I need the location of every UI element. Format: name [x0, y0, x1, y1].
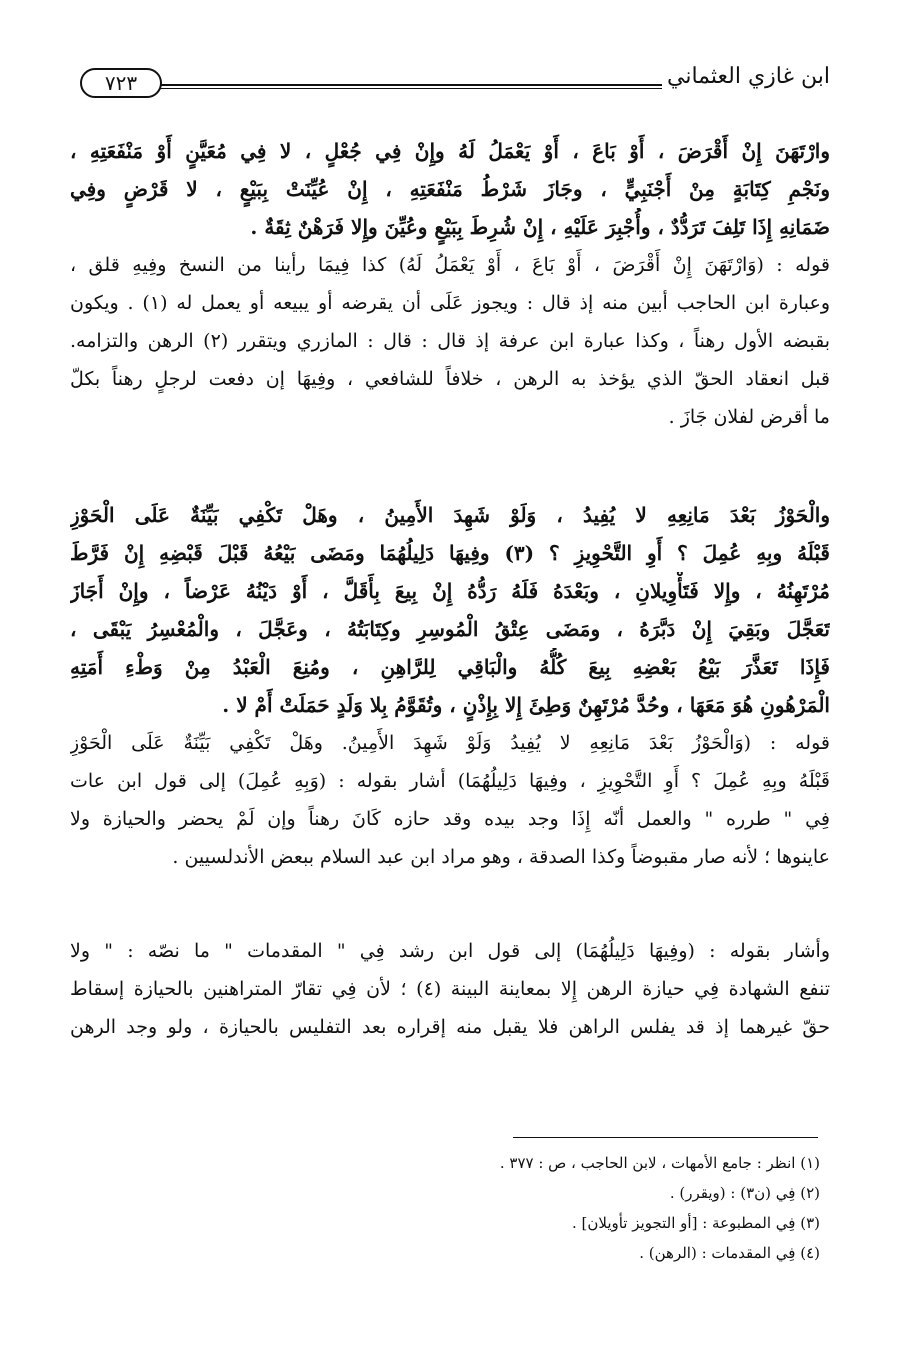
section-1: [70, 132, 830, 436]
page-number: ٧٢٣: [80, 68, 162, 98]
page-header: [70, 62, 830, 106]
footnote: (٣) فِي المطبوعة : [أو التجويز تأويلان] .: [571, 1214, 820, 1232]
commentary-line: ما أقرض لفلان جَازَ .: [668, 406, 830, 428]
footnote-divider: [513, 1137, 818, 1138]
matn-line: وارْتَهَنَ إِنْ أَقْرَضَ ، أَوْ بَاعَ ، أَوْ يَعْمَلُ لَهُ وإِنْ فِي جُعْلٍ ، لا فِي مُعَيَّنٍ أَوْ مَنْفَعَتِهِ ،: [70, 139, 830, 163]
commentary-line: وأشار بقوله : (وفِيهَا دَلِيلُهُمَا) إلى قول ابن رشد فِي " المقدمات " ما نصّه : " ولا: [70, 940, 830, 962]
section-3: [70, 932, 830, 1046]
matn-line: ونَجْمِ كِتَابَةٍ مِنْ أَجْنَبِيٍّ ، وجَازَ شَرْطُ مَنْفَعَتِهِ ، إِنْ عُيِّنَتْ بِبَيْعٍ ، لا قَرْضٍ وفِي: [70, 177, 830, 201]
footnote: (٢) فِي (ن٣) : (ويقرر) .: [669, 1184, 820, 1202]
commentary-line: قوله : (وَارْتَهَنَ إِنْ أَقْرَضَ ، أَوْ بَاعَ ، أَوْ يَعْمَلُ لَهُ) كذا فِيمَا رأينا من النسخ وفِيهِ قلق ،: [70, 254, 830, 276]
header-rule-thin: [122, 88, 662, 89]
commentary-line: بقبضه الأول رهناً ، وكذا عبارة ابن عرفة إذ قال : قال : المازري ويتقرر (٢) الرهن والتزامه.: [70, 330, 830, 352]
matn-line: مُرْتَهِنُهُ ، وإِلا فَتَأْوِيلانِ ، وبَعْدَهُ فَلَهُ رَدُّهُ إِنْ بِيعَ بِأَقَلَّ ، أَوْ دَيْنُهُ عَرْضاً ، وإِنْ أَجَازَ: [70, 579, 830, 603]
commentary-line: تنفع الشهادة فِي حيازة الرهن إِلا بمعاينة البينة (٤) ؛ لأن فِي تقارّ المتراهنين بالحيازة إسقاط: [70, 978, 830, 1000]
running-title: ابن غازي العثماني: [667, 64, 830, 89]
commentary-line: قبل انعقاد الحقّ الذي يؤخذ به الرهن ، خلافاً للشافعي ، وفِيهَا إن دفعت لرجلٍ رهناً بكلّ: [70, 368, 830, 390]
commentary-line: قوله : (وَالْحَوْزُ بَعْدَ مَانِعِهِ لا يُفِيدُ وَلَوْ شَهِدَ الأَمِينُ. وهَلْ تَكْفِي بَيِّنَةٌ عَلَى الْحَوْزِ: [70, 732, 830, 754]
commentary-line: عاينوها ؛ لأنه صار مقبوضاً وكذا الصدقة ، وهو مراد ابن عبد السلام ببعض الأندلسيين .: [172, 846, 830, 868]
footnote: (٤) فِي المقدمات : (الرهن) .: [639, 1244, 820, 1262]
commentary-line: فِي " طرره " والعمل أنّه إِذَا وجد بيده وقد حازه كَانَ رهناً وإن لَمْ يحضر والحيازة ولا: [70, 808, 830, 830]
matn-line: قَبْلَهُ وبِهِ عُمِلَ ؟ أَوِ التَّحْوِيزِ ؟ (٣) وفِيهَا دَلِيلُهُمَا ومَضَى بَيْعُهُ قَبْلَ قَبْضِهِ إِنْ فَرَّطَ: [70, 541, 830, 565]
header-rule: [122, 84, 662, 86]
matn-line: والْحَوْزُ بَعْدَ مَانِعِهِ لا يُفِيدُ ، وَلَوْ شَهِدَ الأَمِينُ ، وهَلْ تَكْفِي بَيِّنَةٌ عَلَى الْحَوْزِ: [70, 503, 830, 527]
matn-line: فَإِذَا تَعَذَّرَ بَيْعُ بَعْضِهِ بِيعَ كُلُّهُ والْبَاقِي لِلرَّاهِنِ ، ومُنِعَ الْعَبْدُ مِنْ وَطْءِ أَمَتِهِ: [70, 655, 830, 679]
commentary-line: حقّ غيرهما إذ قد يفلس الراهن فلا يقبل منه إقراره بعد التفليس بالحيازة ، ولو وجد الرهن: [70, 1016, 830, 1038]
footnotes: [300, 1148, 820, 1268]
commentary-line: وعبارة ابن الحاجب أبين منه إذ قال : ويجوز عَلَى أن يقرضه أو يبيعه أو يعمل له (١) . ويكون: [70, 292, 830, 314]
matn-line: تَعَجَّلَ وبَقِيَ إِنْ دَبَّرَهُ ، ومَضَى عِتْقُ الْمُوسِرِ وكِتَابَتُهُ ، وعَجَّلَ ، والْمُعْسِرُ يَبْقَى ،: [70, 617, 830, 641]
matn-line: ضَمَانِهِ إِذَا تَلِفَ تَرَدُّدٌ ، وأُجْبِرَ عَلَيْهِ ، إِنْ شُرِطَ بِبَيْعٍ وعُيِّنَ وإِلا فَرَهْنٌ ثِقَةٌ .: [250, 215, 830, 239]
commentary-line: قَبْلَهُ وبِهِ عُمِلَ ؟ أَوِ التَّحْوِيزِ ، وفِيهَا دَلِيلُهُمَا) أشار بقوله : (وَبِهِ عُمِلَ) إلى قول ابن عات: [70, 770, 830, 792]
footnote: (١) انظر : جامع الأمهات ، لابن الحاجب ، ص : ٣٧٧ .: [499, 1154, 820, 1172]
section-2: [70, 496, 830, 876]
matn-line: الْمَرْهُونِ هُوَ مَعَهَا ، وحُدَّ مُرْتَهِنٌ وَطِئَ إِلا بِإِذْنٍ ، وتُقَوَّمُ بِلا وَلَدٍ حَمَلَتْ أَمْ لا .: [222, 693, 830, 717]
